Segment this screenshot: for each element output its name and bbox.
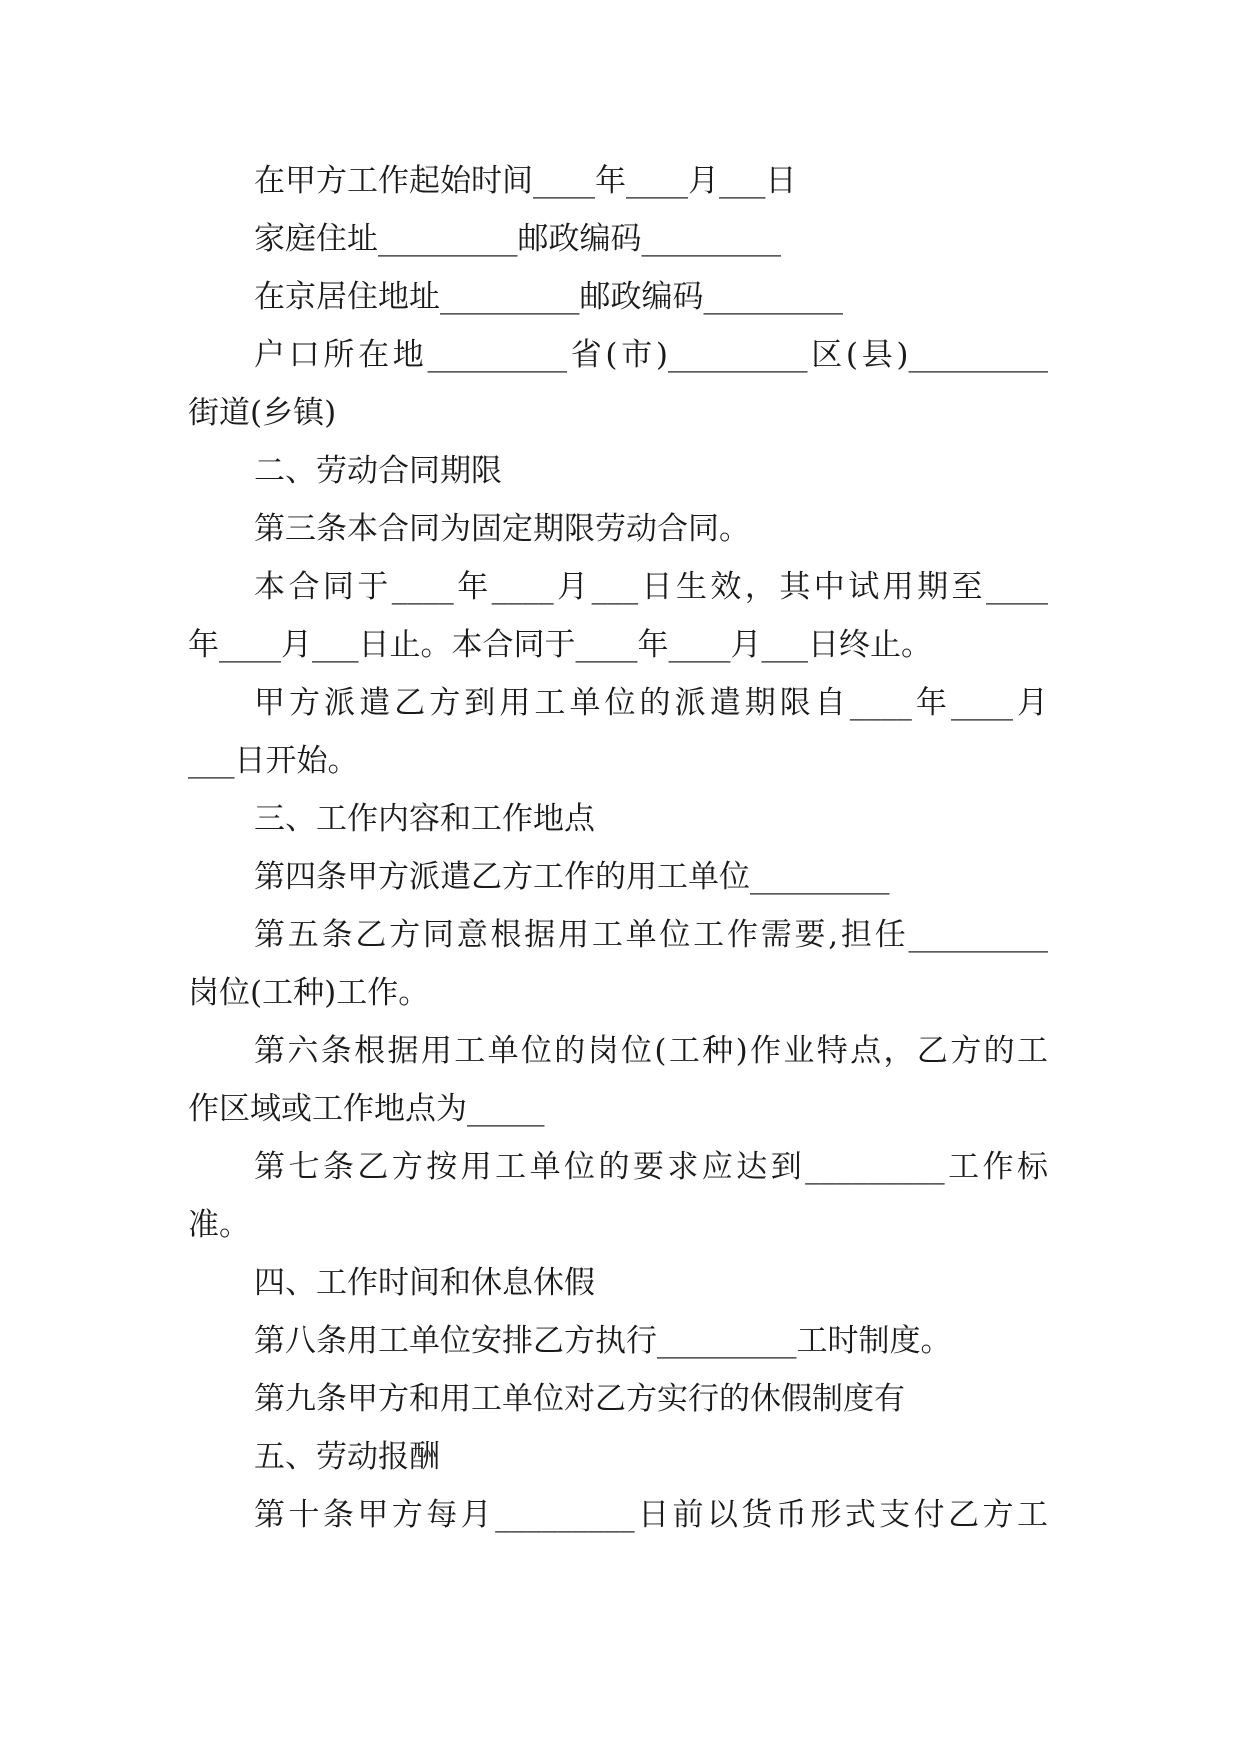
doc-line: 第十条甲方每月_________日前以货币形式支付乙方工 — [254, 1497, 1048, 1533]
doc-line: 本合同于____年____月___日生效，其中试用期至____ — [254, 569, 1048, 605]
doc-line: 甲方派遣乙方到用工单位的派遣期限自____年____月 — [254, 685, 1048, 721]
doc-line: 第四条甲方派遣乙方工作的用工单位_________ — [254, 859, 890, 895]
doc-line: 第七条乙方按用工单位的要求应达到_________工作标 — [254, 1149, 1048, 1185]
section-heading: 二、劳动合同期限 — [254, 453, 502, 489]
doc-line: 作区域或工作地点为_____ — [188, 1091, 545, 1127]
doc-line: 家庭住址_________邮政编码_________ — [254, 221, 781, 257]
doc-line: 在甲方工作起始时间____年____月___日 — [254, 163, 797, 199]
doc-line: 街道(乡镇) — [188, 395, 337, 431]
doc-line: 岗位(工种)工作。 — [188, 975, 430, 1011]
doc-line: ___日开始。 — [188, 743, 359, 779]
section-heading: 五、劳动报酬 — [254, 1439, 440, 1475]
doc-line: 第三条本合同为固定期限劳动合同。 — [254, 511, 750, 547]
section-heading: 三、工作内容和工作地点 — [254, 801, 595, 837]
section-heading: 四、工作时间和休息休假 — [254, 1265, 595, 1301]
doc-line: 第六条根据用工单位的岗位(工种)作业特点，乙方的工 — [254, 1033, 1048, 1069]
doc-line: 第八条用工单位安排乙方执行_________工时制度。 — [254, 1323, 952, 1359]
doc-line: 第九条甲方和用工单位对乙方实行的休假制度有 — [254, 1381, 905, 1417]
document-page — [188, 152, 1048, 1544]
doc-line: 准。 — [188, 1207, 250, 1243]
doc-line: 第五条乙方同意根据用工单位工作需要,担任_________ — [254, 917, 1048, 953]
doc-line: 户口所在地_________省(市)_________区(县)_________ — [254, 337, 1048, 373]
doc-line: 在京居住地址_________邮政编码_________ — [254, 279, 843, 315]
doc-line: 年____月___日止。本合同于____年____月___日终止。 — [188, 627, 932, 663]
